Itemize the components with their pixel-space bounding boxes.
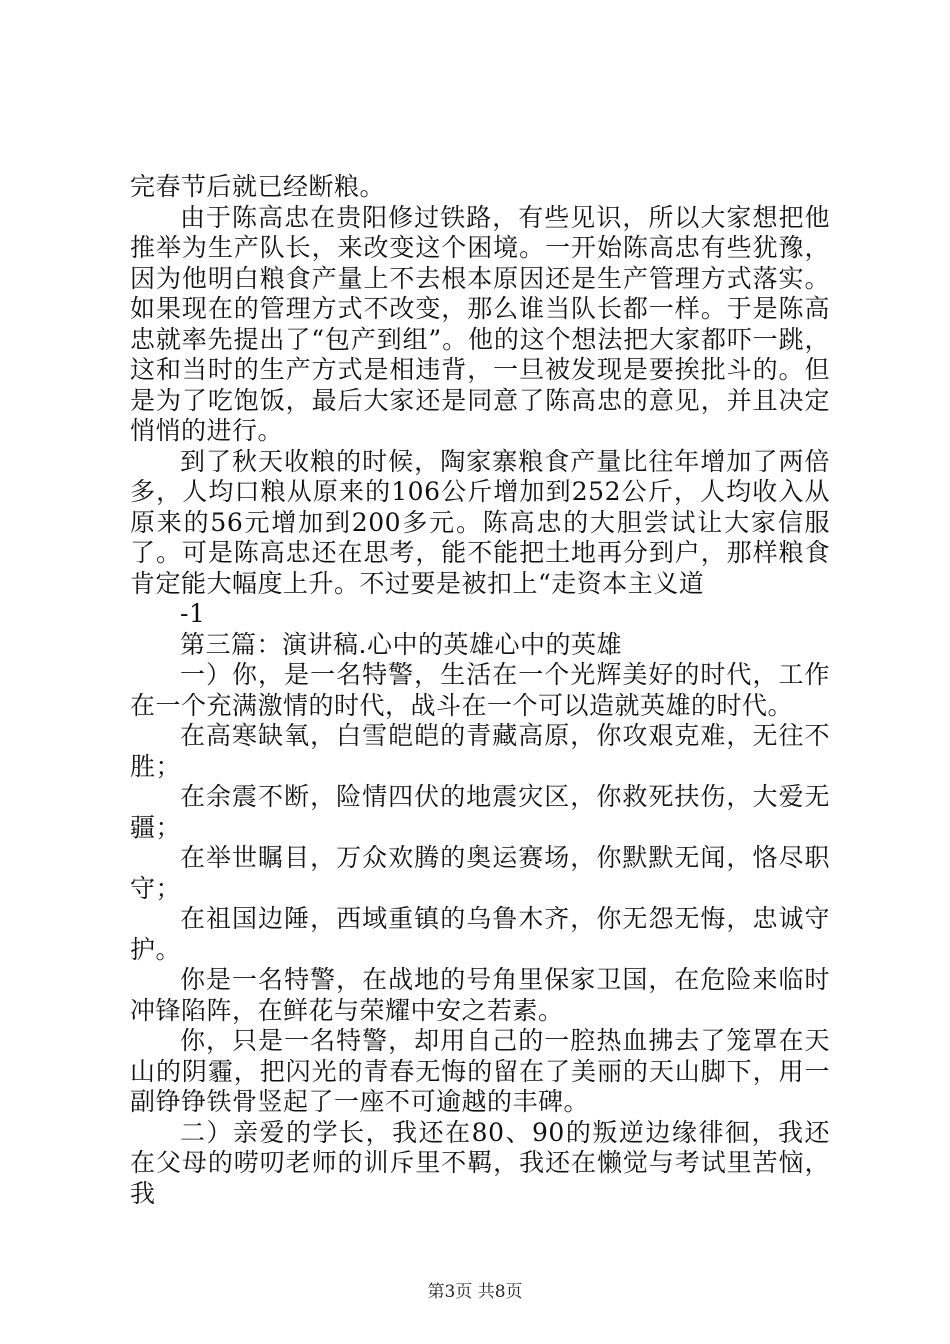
page-footer: 第3页 共8页	[427, 1282, 523, 1302]
paragraph: 你是一名特警，在战地的号角里保家卫国，在危险来临时冲锋陷阵，在鲜花与荣耀中安之若素。	[130, 965, 830, 1025]
paragraph: 二）亲爱的学长，我还在80、90的叛逆边缘徘徊，我还在父母的唠叨老师的训斥里不羁，我还在懒觉与考试里苦恼，我	[130, 1117, 830, 1208]
paragraph: 到了秋天收粮的时候，陶家寨粮食产量比往年增加了两倍多，人均口粮从原来的106公斤增加到252公斤，人均收入从原来的56元增加到200多元。陈高忠的大胆尝试让大家信服了。可是陈高忠还在思考，能不能把土地再分到户，那样粮食肯定能大幅度上升。不过要是被扣上“走资本主义道	[130, 446, 830, 598]
paragraph: 完春节后就已经断粮。	[130, 172, 386, 201]
section-heading: 第三篇：演讲稿.心中的英雄心中的英雄	[180, 629, 622, 659]
paragraph: 在高寒缺氧，白雪皑皑的青藏高原，你攻艰克难，无往不胜；	[130, 721, 830, 781]
paragraph: 一）你，是一名特警，生活在一个光辉美好的时代，工作在一个充满激情的时代，战斗在一个可以造就英雄的时代。	[130, 660, 830, 720]
paragraph: 在举世瞩目，万众欢腾的奥运赛场，你默默无闻，恪尽职守；	[130, 843, 830, 903]
page-marker: -1	[180, 599, 206, 628]
document-body	[130, 172, 830, 1209]
paragraph: 在祖国边陲，西域重镇的乌鲁木齐，你无怨无悔，忠诚守护。	[130, 904, 830, 964]
paragraph: 在余震不断，险情四伏的地震灾区，你救死扶伤，大爱无疆；	[130, 782, 830, 842]
paragraph: 你，只是一名特警，却用自己的一腔热血拂去了笼罩在天山的阴霾，把闪光的青春无悔的留在了美丽的天山脚下，用一副铮铮铁骨竖起了一座不可逾越的丰碑。	[130, 1026, 830, 1116]
paragraph: 由于陈高忠在贵阳修过铁路，有些见识，所以大家想把他推举为生产队长，来改变这个困境。一开始陈高忠有些犹豫，因为他明白粮食产量上不去根本原因还是生产管理方式落实。如果现在的管理方式不改变，那么谁当队长都一样。于是陈高忠就率先提出了“包产到组”。他的这个想法把大家都吓一跳，这和当时的生产方式是相违背，一旦被发现是要挨批斗的。但是为了吃饱饭，最后大家还是同意了陈高忠的意见，并且决定悄悄的进行。	[130, 202, 830, 445]
